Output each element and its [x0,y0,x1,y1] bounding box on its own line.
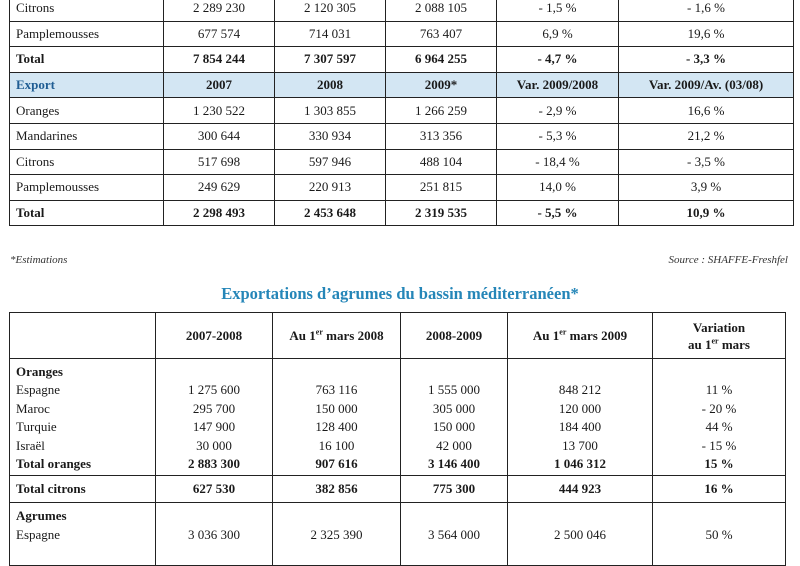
row-label: Total [10,47,164,73]
total-label: Total oranges [16,455,91,471]
col-2008-2009: 1 555 000 305 000 150 000 42 000 3 146 400 [401,359,508,476]
cell: 2 088 105 [386,0,497,21]
agrumes-block: Agrumes Espagne 3 036 300 2 325 390 3 564 000 2 500 046 50 % [10,503,786,565]
oranges-labels [10,359,156,476]
header-cell: 2008-2009 [401,313,508,359]
cell: 763 407 [386,21,497,47]
cell: - 3,3 % [619,47,794,73]
cell: 220 913 [275,175,386,201]
header-cell: Au 1er mars 2008 [273,313,401,359]
cell: 597 946 [275,149,386,175]
cell: 517 698 [164,149,275,175]
row-label: Espagne [16,382,61,398]
cell: 2 319 535 [386,200,497,226]
cell: 1 230 522 [164,98,275,124]
citrons-total-row [10,476,786,503]
cell: 2 298 493 [164,200,275,226]
row-label: Total citrons [10,476,156,503]
cell: 3,9 % [619,175,794,201]
cell: 2 289 230 [164,0,275,21]
cell: 19,6 % [619,21,794,47]
cell: 488 104 [386,149,497,175]
production-total-row [10,47,794,73]
header-cell: 2009* [386,72,497,98]
cell: 7 854 244 [164,47,275,73]
row-label: Total [10,200,164,226]
cell: 300 644 [164,123,275,149]
cell: 2 453 648 [275,200,386,226]
row-label: Israël [16,437,45,453]
table-row [10,149,794,175]
row-label: Oranges [10,98,164,124]
header-cell: 2008 [275,72,386,98]
cell: 21,2 % [619,123,794,149]
cell: 714 031 [275,21,386,47]
oranges-block [10,359,786,476]
group-title: Oranges [16,364,63,379]
header-cell: Variation au 1er mars [653,313,786,359]
col-2007-2008: 1 275 600 295 700 147 900 30 000 2 883 300 [156,359,273,476]
cell: 677 574 [164,21,275,47]
row-label: Espagne [16,526,61,542]
row-label: Maroc [16,400,50,416]
col-variation: 11 % - 20 % 44 % - 15 % 15 % [653,359,786,476]
cell: - 4,7 % [497,47,619,73]
cell: - 1,6 % [619,0,794,21]
cell: 2 120 305 [275,0,386,21]
header-cell: Au 1er mars 2009 [508,313,653,359]
cell: 6,9 % [497,21,619,47]
cell: 10,9 % [619,200,794,226]
section-title: Exportations d’agrumes du bassin méditerranéen* [221,284,579,303]
cell: 251 815 [386,175,497,201]
cell: 775 300 [401,476,508,503]
table-row [10,175,794,201]
cell: 1 303 855 [275,98,386,124]
table-row [10,98,794,124]
estimations-note: *Estimations [10,254,68,266]
cell: 7 307 597 [275,47,386,73]
header-cell: Var. 2009/2008 [497,72,619,98]
row-label: Citrons [10,0,164,21]
cell: 382 856 [273,476,401,503]
row-label: Turquie [16,419,57,435]
source-note: Source : SHAFFE-Freshfel [668,254,788,266]
mediterranean-exports-table [9,312,786,566]
citrus-production-export-table [9,0,794,226]
export-header-row [10,72,794,98]
table-row [10,123,794,149]
cell: - 18,4 % [497,149,619,175]
header-cell: 2007-2008 [156,313,273,359]
cell: 6 964 255 [386,47,497,73]
cell: - 1,5 % [497,0,619,21]
row-label: Citrons [10,149,164,175]
cell: - 3,5 % [619,149,794,175]
cell: - 5,3 % [497,123,619,149]
row-label: Pamplemousses [10,175,164,201]
row-label: Pamplemousses [10,21,164,47]
col-mars-2008: 763 116 150 000 128 400 16 100 907 616 [273,359,401,476]
cell: 14,0 % [497,175,619,201]
cell: 627 530 [156,476,273,503]
cell: 330 934 [275,123,386,149]
header-cell-empty [10,313,156,359]
header-cell: 2007 [164,72,275,98]
cell: 16,6 % [619,98,794,124]
table-row [10,21,794,47]
cell: 249 629 [164,175,275,201]
header-row [10,313,786,359]
cell: - 5,5 % [497,200,619,226]
header-cell: Export [10,72,164,98]
cell: - 2,9 % [497,98,619,124]
header-cell: Var. 2009/Av. (03/08) [619,72,794,98]
cell: 313 356 [386,123,497,149]
cell: 444 923 [508,476,653,503]
col-mars-2009: 848 212 120 000 184 400 13 700 1 046 312 [508,359,653,476]
export-total-row [10,200,794,226]
table-row [10,0,794,21]
row-label: Mandarines [10,123,164,149]
group-title: Agrumes [16,508,67,524]
agrumes-labels [10,503,156,565]
cell: 16 % [653,476,786,503]
cell: 1 266 259 [386,98,497,124]
